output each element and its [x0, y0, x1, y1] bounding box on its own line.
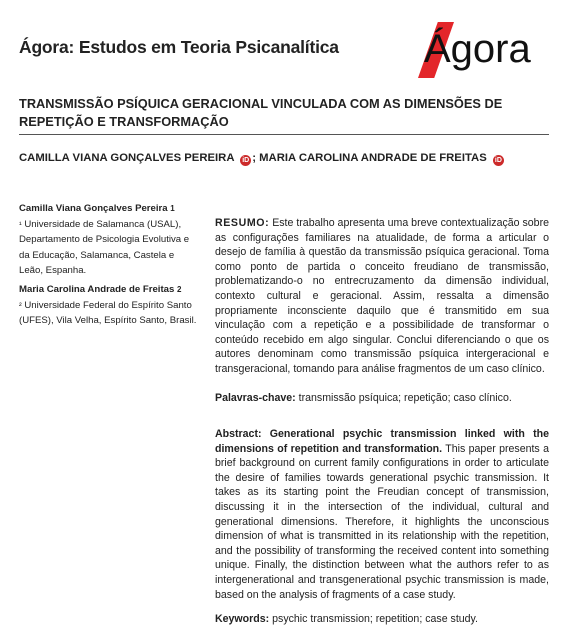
affiliation-text: ² Universidade Federal do Espírito Santo (UFES), Vila Velha, Espírito Santo, Brasil.	[19, 299, 197, 326]
affiliation-1	[19, 201, 199, 279]
resumo-label: RESUMO:	[215, 217, 270, 229]
author-name: CAMILLA VIANA GONÇALVES PEREIRA	[19, 152, 235, 164]
orcid-icon[interactable]: iD	[494, 157, 502, 164]
resumo-text: Este trabalho apresenta uma breve contextualização sobre as configurações familiares na atualidade, de forma a articular o desejo de família à questão da transmissão psíquica geracional. Toma como ponto de partida o conceito freudiano de transmissão, problematizando-o no entrecruzamento da dimensão individual, contexto cultural e geracional. Assim, ressalta a dimensão propriamente inconsciente daquilo que é transmitido em sua vinculação com a repetição e a possibilidade de transformar o conteúdo recebido em algo singular. Conclui diferenciando o que os autores denominam como transmissão psíquica intergeracional e transgeracional, tomando para análise fragmentos de um caso clínico.	[215, 217, 549, 375]
affiliation-author: Camilla Viana Gonçalves Pereira 1	[19, 203, 175, 214]
abstract-text: This paper presents a brief background on current family configurations in order to articulate the desire of families towards generational psychic transmission. It takes as its starting point the Freudian concept of transmission, discussing it in the intersection of the individual, cultural and generational dimensions. Therefore, it highlights the unconscious dimension of what is transmitted in its relationship with the repetition, and the possibility of transforming the received content into something unique. Finally, the distinction between what the authors refer to as intergenerational and transgenerational psychic transmission is made, based on the analysis of fragments of a case study.	[215, 442, 549, 601]
affiliation-2	[19, 282, 199, 329]
affiliation-author: Maria Carolina Andrade de Freitas 2	[19, 284, 182, 295]
authors-line	[19, 152, 559, 166]
abstract-label: Abstract:	[215, 428, 262, 440]
abstract	[215, 427, 549, 602]
keywords-label: Keywords:	[215, 613, 270, 625]
resumo	[215, 216, 549, 377]
palavras-chave	[215, 391, 549, 406]
title-divider	[19, 134, 549, 135]
orcid-icon[interactable]: iD	[242, 157, 250, 164]
affiliation-text: ¹ Universidade de Salamanca (USAL), Departamento de Psicologia Evolutiva e da Educação, Salamanca, Castela e Leão, Espanha.	[19, 218, 190, 276]
keywords	[215, 612, 549, 627]
author-separator: ;	[252, 152, 256, 164]
palavras-chave-text: transmissão psíquica; repetição; caso clínico.	[298, 392, 512, 404]
logo-text: Ágora	[424, 27, 531, 71]
palavras-chave-label: Palavras-chave:	[215, 392, 296, 404]
abstract-title: Generational psychic transmission linked with the dimensions of repetition and transformation.	[215, 428, 549, 455]
paper-title: TRANSMISSÃO PSÍQUICA GERACIONAL VINCULADA COM AS DIMENSÕES DE REPETIÇÃO E TRANSFORMAÇÃO	[19, 96, 503, 129]
keywords-text: psychic transmission; repetition; case study.	[272, 613, 479, 625]
author-name: MARIA CAROLINA ANDRADE DE FREITAS	[259, 152, 487, 164]
journal-title: Ágora: Estudos em Teoria Psicanalítica	[19, 37, 339, 57]
journal-logo	[418, 22, 530, 78]
